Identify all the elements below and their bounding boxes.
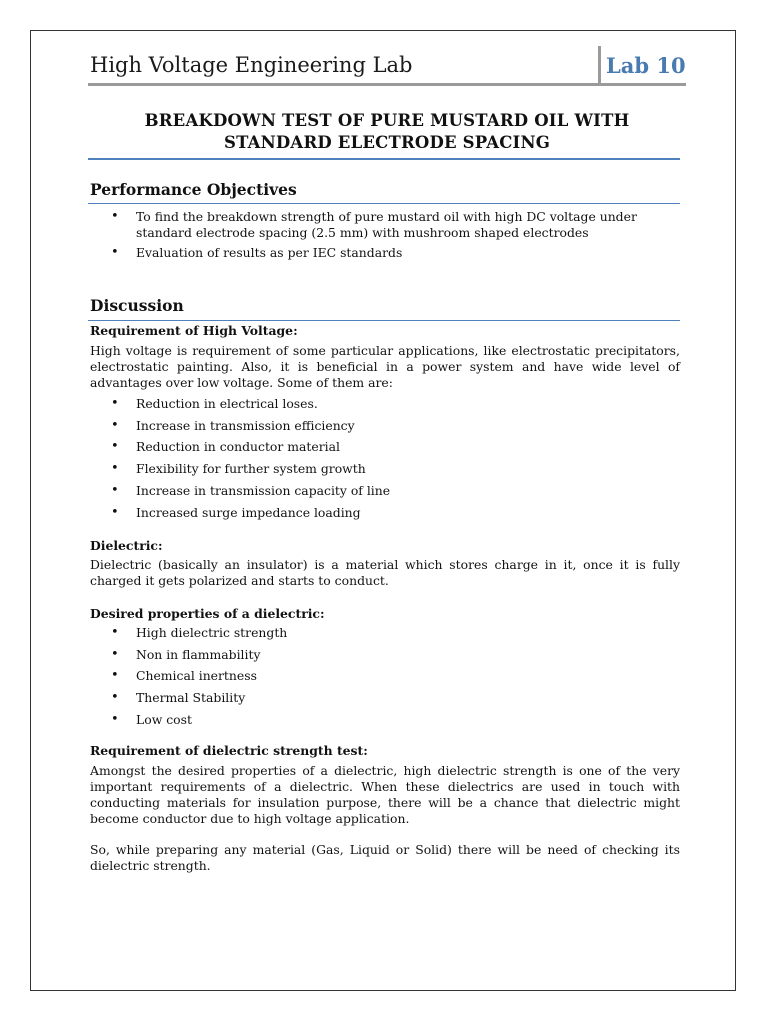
- list-item: • Low cost: [90, 709, 680, 731]
- strength-test-text-1: Amongst the desired properties of a dielectric, high dielectric strength is one of the very important requirements of a dielectric. When these dielectrics are used in touch with conducting materials for insulation purpose, there will be a chance that dielectric might become conductor due to high voltage application.: [90, 763, 680, 826]
- title-line-2: STANDARD ELECTRODE SPACING: [223, 133, 551, 152]
- objectives-rule: [88, 203, 680, 204]
- desired-properties-section: [90, 606, 680, 731]
- list-item: • Reduction in conductor material: [90, 436, 680, 458]
- list-item: • Chemical inertness: [90, 665, 680, 687]
- page-header: [88, 46, 686, 86]
- objectives-heading: Performance Objectives: [90, 180, 297, 199]
- list-item: • Thermal Stability: [90, 687, 680, 709]
- discussion-rule: [88, 320, 680, 321]
- requirement-hv-text: High voltage is requirement of some particular applications, like electrostatic precipitators, electrostatic painting. Also, it is beneficial in a power system and have wide level of advantages over low voltage. Some of them are:: [90, 343, 680, 390]
- strength-test-heading: Requirement of dielectric strength test:: [90, 743, 368, 758]
- header-lab-number: Lab 10: [606, 53, 686, 78]
- desired-properties-heading: Desired properties of a dielectric:: [90, 606, 325, 621]
- list-item: • Reduction in electrical loses.: [90, 393, 680, 415]
- list-item: • Evaluation of results as per IEC standards: [90, 245, 680, 261]
- title-line-1: BREAKDOWN TEST OF PURE MUSTARD OIL WITH: [144, 111, 630, 130]
- list-item: • High dielectric strength: [90, 622, 680, 644]
- header-title: High Voltage Engineering Lab: [90, 53, 413, 77]
- desired-properties-list: [90, 622, 680, 731]
- header-separator: [598, 46, 601, 84]
- dielectric-heading: Dielectric:: [90, 538, 163, 553]
- list-item: • To find the breakdown strength of pure mustard oil with high DC voltage under standard electrode spacing (2.5 mm) with mushroom shaped electrodes: [90, 209, 680, 241]
- dielectric-text: Dielectric (basically an insulator) is a material which stores charge in it, once it is fully charged it gets polarized and starts to conduct.: [90, 557, 680, 588]
- objectives-list: [90, 209, 680, 261]
- list-item: • Non in flammability: [90, 644, 680, 666]
- objectives-content: [90, 209, 680, 261]
- list-item: • Increase in transmission efficiency: [90, 415, 680, 437]
- header-rule: [88, 83, 686, 86]
- requirement-hv-section: [90, 323, 680, 523]
- document-title: [88, 110, 686, 154]
- title-rule: [88, 158, 680, 160]
- strength-test-text-2: So, while preparing any material (Gas, Liquid or Solid) there will be need of checking its dielectric strength.: [90, 842, 680, 873]
- requirement-hv-heading: Requirement of High Voltage:: [90, 323, 298, 338]
- list-item: • Flexibility for further system growth: [90, 458, 680, 480]
- list-item: • Increase in transmission capacity of line: [90, 480, 680, 502]
- requirement-hv-list: [90, 393, 680, 523]
- discussion-heading: Discussion: [90, 296, 184, 315]
- dielectric-section: [90, 538, 680, 589]
- list-item: • Increased surge impedance loading: [90, 502, 680, 524]
- strength-test-section: [90, 743, 680, 874]
